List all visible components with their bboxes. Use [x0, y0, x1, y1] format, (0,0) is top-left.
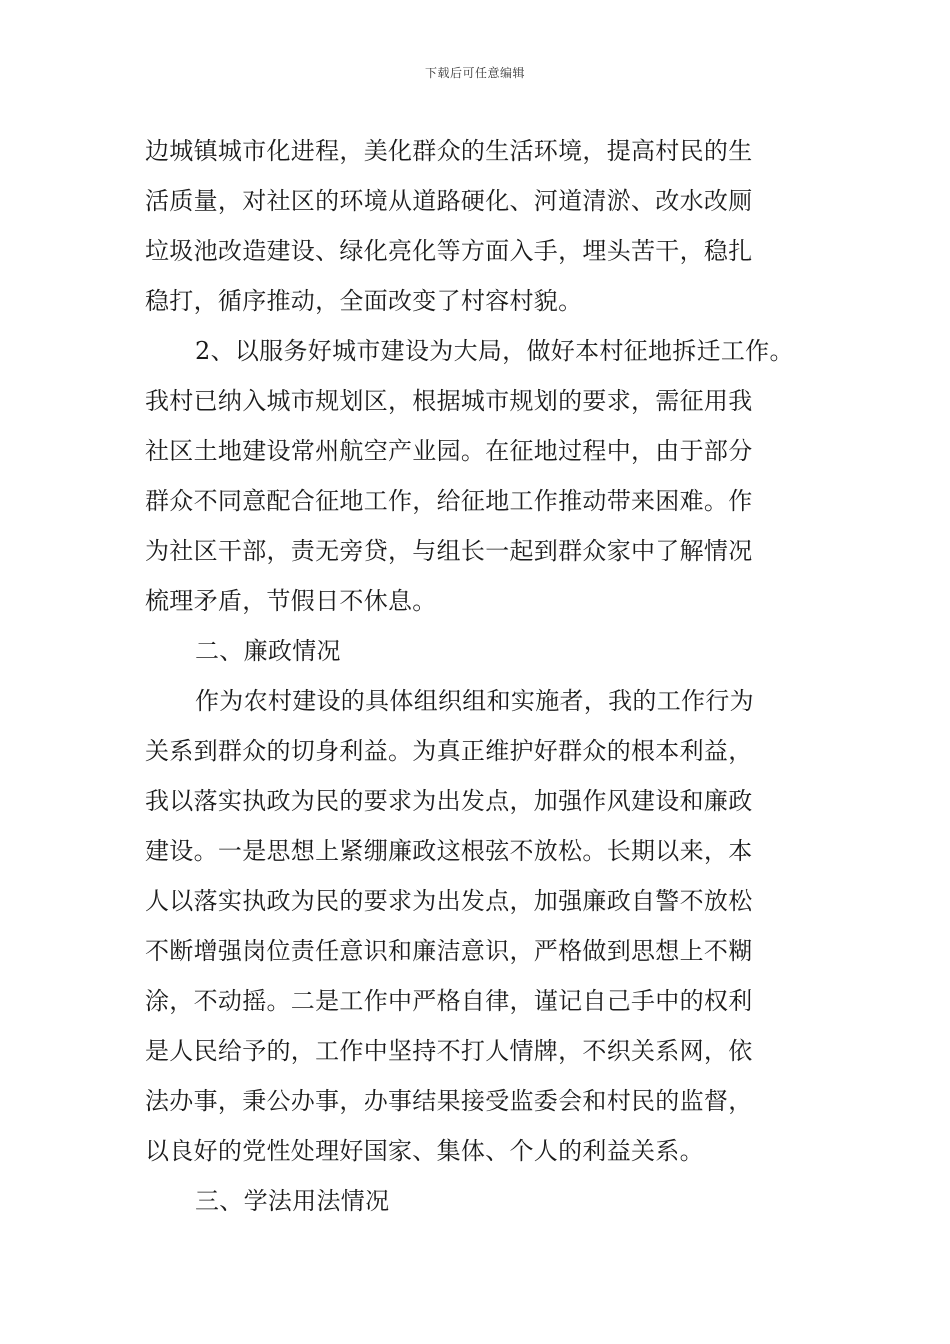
- text-line: 三、学法用法情况: [195, 1187, 390, 1215]
- text-line: 不断增强岗位责任意识和廉洁意识，严格做到思想上不糊: [145, 937, 753, 965]
- text-line: 作为农村建设的具体组织组和实施者，我的工作行为: [195, 687, 754, 715]
- text-line: 稳打，循序推动，全面改变了村容村貌。: [145, 287, 583, 315]
- text-line: 群众不同意配合征地工作，给征地工作推动带来困难。作: [145, 487, 753, 515]
- text-line: 边城镇城市化进程，美化群众的生活环境，提高村民的生: [145, 137, 753, 165]
- text-line: 关系到群众的切身利益。为真正维护好群众的根本利益，: [145, 737, 753, 765]
- text-line: 以良好的党性处理好国家、集体、个人的利益关系。: [145, 1137, 704, 1165]
- text-line: 我以落实执政为民的要求为出发点，加强作风建设和廉政: [145, 787, 753, 815]
- text-line: 垃圾池改造建设、绿化亮化等方面入手，埋头苦干，稳扎: [145, 237, 753, 265]
- text-line: 是人民给予的，工作中坚持不打人情牌，不织关系网，依: [145, 1037, 753, 1065]
- document-body: [145, 126, 809, 1226]
- text-line: 人以落实执政为民的要求为出发点，加强廉政自警不放松: [145, 887, 753, 915]
- text-line: 涂，不动摇。二是工作中严格自律，谨记自己手中的权利: [145, 987, 753, 1015]
- header-note: 下载后可任意编辑: [424, 66, 525, 80]
- text-line: 建设。一是思想上紧绷廉政这根弦不放松。长期以来，本: [145, 837, 753, 865]
- text-line: 二、廉政情况: [195, 637, 341, 665]
- text-line: 为社区干部，责无旁贷，与组长一起到群众家中了解情况: [145, 537, 753, 565]
- text-line: 法办事，秉公办事，办事结果接受监委会和村民的监督，: [145, 1087, 753, 1115]
- text-line: 社区土地建设常州航空产业园。在征地过程中，由于部分: [145, 437, 753, 465]
- text-line: 我村已纳入城市规划区，根据城市规划的要求，需征用我: [145, 387, 753, 415]
- text-line: 活质量，对社区的环境从道路硬化、河道清淤、改水改厕: [145, 187, 753, 215]
- text-line: 梳理矛盾，节假日不休息。: [145, 587, 437, 615]
- text-line: 2、以服务好城市建设为大局，做好本村征地拆迁工作。: [195, 337, 794, 365]
